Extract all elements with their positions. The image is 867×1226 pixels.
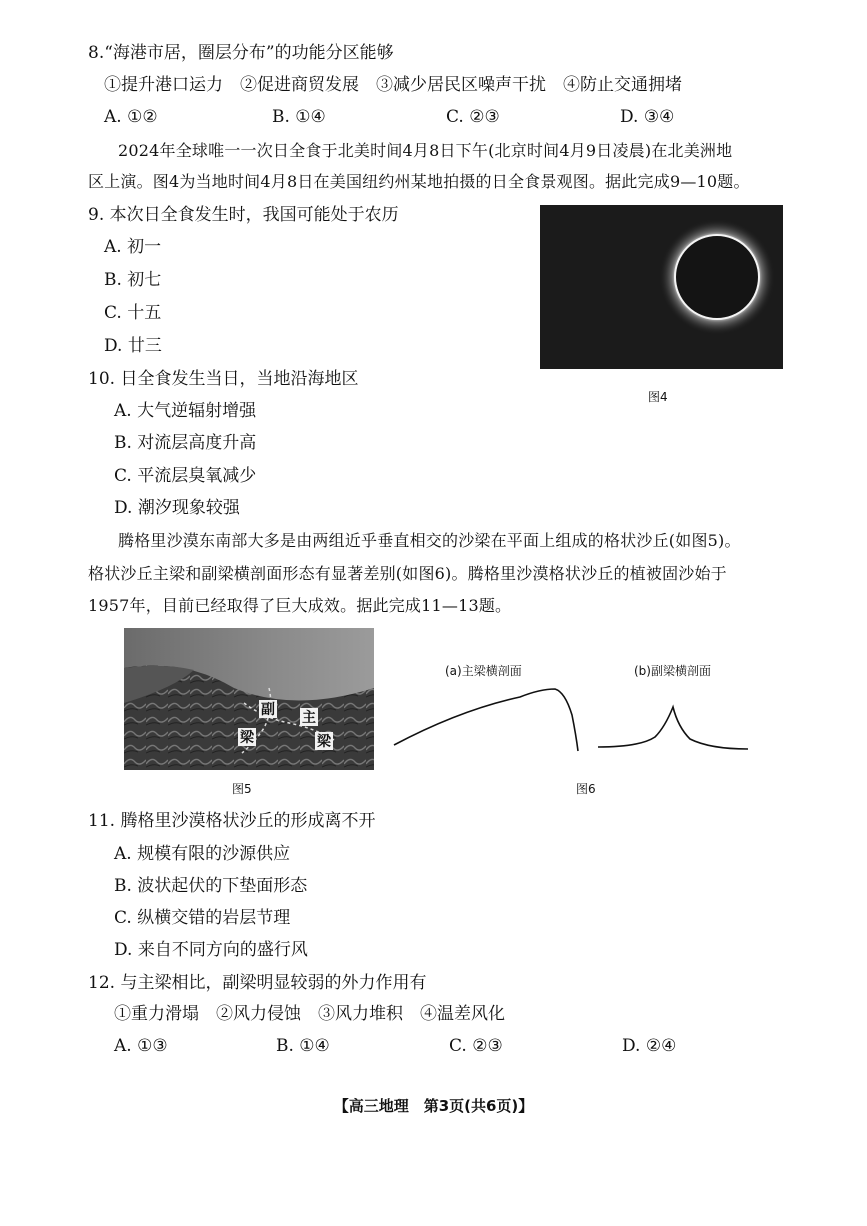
q9-option-a: A. 初一 <box>104 237 162 257</box>
fig5-label-fu: 副 <box>261 702 275 718</box>
fig6-label-a: (a)主梁横剖面 <box>445 664 522 678</box>
fig4-caption: 图4 <box>648 390 668 404</box>
q12-stem: 12. 与主梁相比，副梁明显较弱的外力作用有 <box>88 973 427 993</box>
main-ridge-profile <box>394 689 578 751</box>
q12-option-b: B. ①④ <box>276 1036 330 1056</box>
passage1-line1: 2024年全球唯一一次日全食于北美时间4月8日下午(北京时间4月9日凌晨)在北美洲地 <box>118 141 733 160</box>
q8-items: ①提升港口运力 ②促进商贸发展 ③减少居民区噪声干扰 ④防止交通拥堵 <box>104 75 682 95</box>
q11-stem: 11. 腾格里沙漠格状沙丘的形成离不开 <box>88 811 376 831</box>
q9-option-c: C. 十五 <box>104 303 162 323</box>
q8-option-c: C. ②③ <box>446 107 500 127</box>
passage2-line1: 腾格里沙漠东南部大多是由两组近乎垂直相交的沙梁在平面上组成的格状沙丘(如图5)。 <box>118 531 741 550</box>
q9-option-d: D. 廿三 <box>104 336 162 356</box>
q8-stem: 8.“海港市居，圈层分布”的功能分区能够 <box>88 43 394 63</box>
fig6-caption: 图6 <box>576 782 596 796</box>
q10-stem: 10. 日全食发生当日，当地沿海地区 <box>88 369 359 389</box>
fig6-profiles <box>390 675 760 760</box>
dune-photo <box>124 628 374 770</box>
q12-items: ①重力滑塌 ②风力侵蚀 ③风力堆积 ④温差风化 <box>114 1004 505 1024</box>
fig6-label-b: (b)副梁横剖面 <box>634 664 711 678</box>
fig5-caption: 图5 <box>232 782 252 796</box>
q9-stem: 9. 本次日全食发生时，我国可能处于农历 <box>88 205 399 225</box>
passage1-line2: 区上演。图4为当地时间4月8日在美国纽约州某地拍摄的日全食景观图。据此完成9—10题。 <box>88 172 750 191</box>
passage2-line2: 格状沙丘主梁和副梁横剖面形态有显著差别(如图6)。腾格里沙漠格状沙丘的植被固沙始于 <box>88 564 727 583</box>
q9-option-b: B. 初七 <box>104 270 162 290</box>
q12-option-c: C. ②③ <box>449 1036 503 1056</box>
q11-option-c: C. 纵横交错的岩层节理 <box>114 908 291 928</box>
secondary-ridge-profile <box>598 707 748 749</box>
q11-option-d: D. 来自不同方向的盛行风 <box>114 940 308 960</box>
q11-option-a: A. 规模有限的沙源供应 <box>114 844 291 864</box>
moon-disc <box>675 235 759 319</box>
q11-option-b: B. 波状起伏的下垫面形态 <box>114 876 308 896</box>
page-footer: 【高三地理 第3页(共6页)】 <box>333 1097 534 1115</box>
q10-option-b: B. 对流层高度升高 <box>114 433 257 453</box>
fig5-label-zhu: 主 <box>302 710 316 726</box>
eclipse-photo <box>540 205 783 369</box>
q10-option-c: C. 平流层臭氧减少 <box>114 466 257 486</box>
passage2-line3: 1957年，目前已经取得了巨大成效。据此完成11—13题。 <box>88 596 512 615</box>
q12-option-d: D. ②④ <box>622 1036 677 1056</box>
q8-option-d: D. ③④ <box>620 107 675 127</box>
q10-option-a: A. 大气逆辐射增强 <box>114 401 257 421</box>
q8-option-a: A. ①② <box>104 107 158 127</box>
q10-option-d: D. 潮汐现象较强 <box>114 498 240 518</box>
q12-option-a: A. ①③ <box>114 1036 168 1056</box>
fig5-label-liang-left: 梁 <box>240 730 254 746</box>
q8-option-b: B. ①④ <box>272 107 326 127</box>
fig5-label-liang-right: 梁 <box>317 734 331 750</box>
